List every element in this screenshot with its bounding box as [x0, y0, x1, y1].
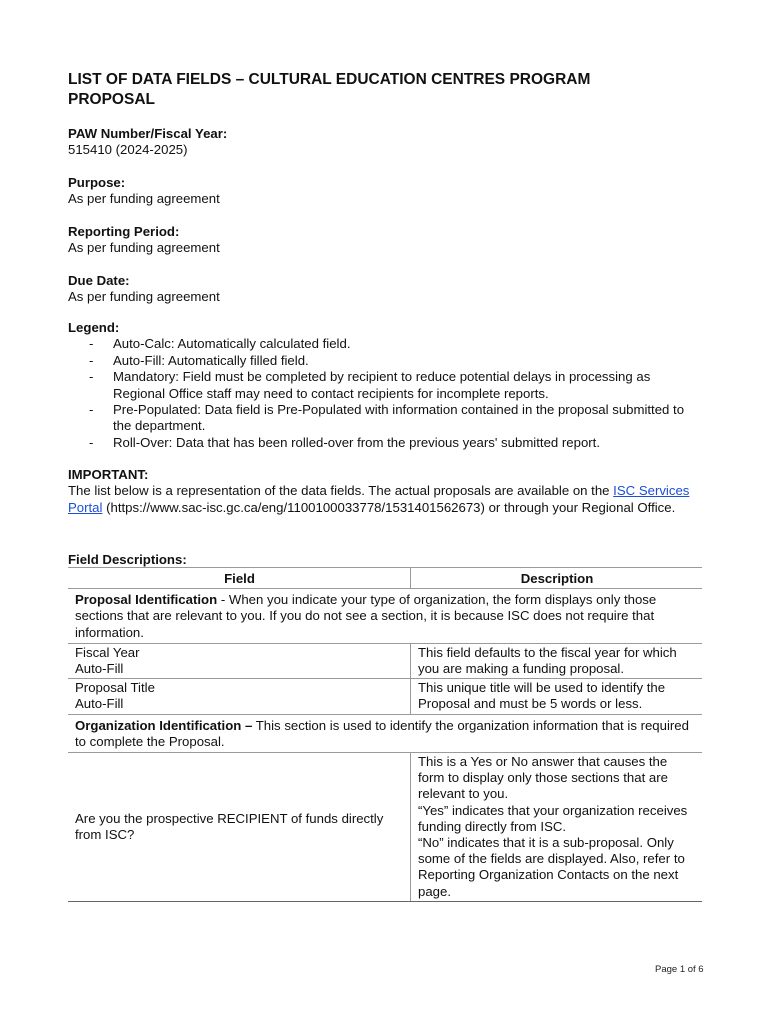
legend-item [68, 353, 702, 369]
bullet-dash: - [89, 402, 94, 418]
reporting-period-label: Reporting Period: [68, 224, 180, 239]
title-line-2: PROPOSAL [68, 91, 155, 108]
due-date-section [68, 273, 702, 306]
isc-services-portal-link[interactable]: ISC Services Portal [68, 483, 690, 515]
bullet-dash: - [89, 352, 94, 368]
table-row [68, 679, 702, 714]
section-text: This section is used to identify the organization information that is required to complete the Proposal. [75, 717, 689, 749]
table-section-row [68, 714, 702, 752]
purpose-value: As per funding agreement [68, 191, 220, 207]
field-descriptions-table [68, 567, 702, 902]
description-paragraph: “Yes” indicates that your organization receives funding directly from ISC. [418, 802, 688, 834]
field-descriptions-heading [68, 552, 702, 568]
section-organization-identification [68, 714, 702, 752]
paw-value: 515410 (2024-2025) [68, 142, 188, 158]
field-name: Proposal Title [75, 680, 155, 696]
page-number: Page 1 of 6 [655, 964, 704, 975]
legend-item-text: Auto-Fill: Automatically filled field. [113, 352, 309, 368]
description-cell: This unique title will be used to identify the Proposal and must be 5 words or less. [411, 679, 703, 714]
due-date-value: As per funding agreement [68, 289, 220, 305]
field-cell: Are you the prospective RECIPIENT of funds directly from ISC? [68, 753, 411, 902]
important-text [68, 483, 702, 516]
column-header-field: Field [68, 568, 411, 589]
bullet-dash: - [89, 434, 94, 450]
legend-item [68, 402, 702, 435]
field-cell [68, 643, 411, 678]
legend-list [68, 336, 702, 451]
document-title [68, 70, 668, 110]
bullet-dash: - [89, 369, 94, 385]
field-cell [68, 679, 411, 714]
description-paragraph: This is a Yes or No answer that causes the form to display only those sections that are relevant to you. [418, 754, 668, 802]
legend-item-text: Auto-Calc: Automatically calculated field. [113, 336, 351, 352]
section-title: Organization Identification – [75, 717, 253, 733]
due-date-label: Due Date: [68, 273, 130, 288]
paw-section [68, 126, 702, 159]
purpose-section [68, 175, 702, 208]
paw-label: PAW Number/Fiscal Year: [68, 126, 228, 141]
table-header-row [68, 568, 702, 589]
description-cell: This field defaults to the fiscal year for which you are making a funding proposal. [411, 643, 703, 678]
field-type: Auto-Fill [75, 696, 124, 712]
legend-item-text: Mandatory: Field must be completed by recipient to reduce potential delays in processing as Regional Office staff may need to contact recipients for incomplete reports. [113, 369, 651, 401]
legend-item [68, 369, 702, 402]
legend-item [68, 435, 702, 451]
purpose-label: Purpose: [68, 175, 126, 190]
important-section [68, 467, 702, 516]
important-text-before: The list below is a representation of the data fields. The actual proposals are available on the [68, 483, 614, 499]
field-name: Fiscal Year [75, 644, 140, 660]
table-row [68, 753, 702, 902]
reporting-period-value: As per funding agreement [68, 240, 220, 256]
field-type: Auto-Fill [75, 661, 124, 677]
description-paragraph: “No” indicates that it is a sub-proposal. Only some of the fields are displayed. Also, refer to Reporting Organization Contacts on the next page. [418, 835, 685, 899]
section-proposal-identification [68, 589, 702, 644]
section-title: Proposal Identification [75, 592, 218, 608]
legend-item [68, 336, 702, 352]
table-section-row [68, 589, 702, 644]
description-cell [411, 753, 703, 902]
section-text: - When you indicate your type of organization, the form displays only those sections that are relevant to you. If you do not see a section, it is because ISC does not require that information. [75, 592, 657, 640]
important-label: IMPORTANT: [68, 467, 149, 482]
legend-item-text: Roll-Over: Data that has been rolled-over from the previous years' submitted report. [113, 434, 601, 450]
title-line-1: LIST OF DATA FIELDS – CULTURAL EDUCATION CENTRES PROGRAM [68, 71, 591, 88]
legend-item-text: Pre-Populated: Data field is Pre-Populated with information contained in the proposal submitted to the department. [113, 402, 685, 434]
field-descriptions-label: Field Descriptions: [68, 552, 187, 567]
important-text-after: (https://www.sac-isc.gc.ca/eng/1100100033778/1531401562673) or through your Regional Office. [102, 499, 676, 515]
column-header-description: Description [411, 568, 703, 589]
bullet-dash: - [89, 336, 94, 352]
reporting-period-section [68, 224, 702, 257]
legend-section [68, 320, 702, 451]
table-row [68, 643, 702, 678]
legend-label: Legend: [68, 320, 120, 335]
